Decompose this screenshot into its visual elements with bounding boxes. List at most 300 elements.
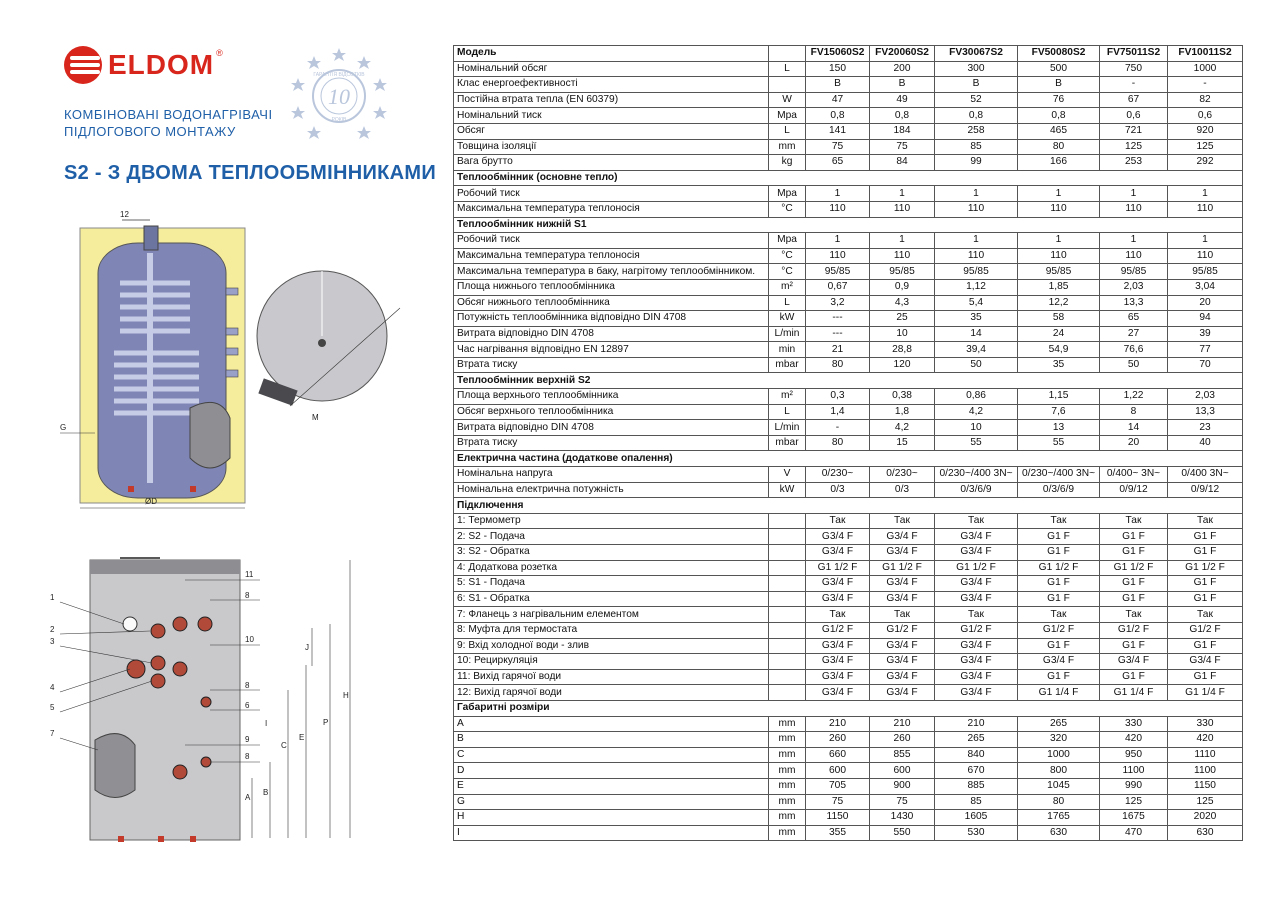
label-p: P [323,718,329,727]
row-value: G1 F [1168,591,1243,607]
row-value: 95/85 [870,264,935,280]
row-value: G1 F [1100,576,1168,592]
row-value: 35 [935,311,1018,327]
row-value: G3/4 F [935,654,1018,670]
row-value: G1 F [1100,529,1168,545]
subtitle-line-2: ПІДЛОГОВОГО МОНТАЖУ [64,124,236,139]
label-12: 12 [120,210,129,219]
row-value: 1,12 [935,279,1018,295]
row-value: 1 [1168,233,1243,249]
row-unit: °C [769,201,806,217]
table-row [454,607,1243,623]
row-value: 0/400 3N~ [1168,467,1243,483]
row-value: 75 [806,139,870,155]
row-value: 95/85 [1168,264,1243,280]
row-value: G1 1/2 F [870,560,935,576]
section-title: Підключення [454,498,1243,514]
row-value: 1430 [870,810,935,826]
row-unit [769,560,806,576]
row-value: 84 [870,155,935,171]
row-label: Клас енергоефективності [454,77,769,93]
row-label: A [454,716,769,732]
row-value: G1 F [1018,638,1100,654]
table-row [454,778,1243,794]
row-unit: mm [769,794,806,810]
row-value: G1/2 F [1168,622,1243,638]
row-value: 292 [1168,155,1243,171]
row-value: 420 [1168,732,1243,748]
row-value: G1 1/2 F [806,560,870,576]
row-value: 660 [806,747,870,763]
label-8b: 8 [245,681,250,690]
row-value: G1/2 F [1018,622,1100,638]
seal-text-top: ГАРАНТІЯ ВІДСОТКІВ [313,72,365,78]
row-value: 0/3 [806,482,870,498]
label-3: 3 [50,637,55,646]
row-unit [769,576,806,592]
spec-table [453,45,1243,841]
row-value: G1 1/2 F [935,560,1018,576]
row-label: Номінальний обсяг [454,61,769,77]
header-model: FV50080S2 [1018,46,1100,62]
row-value: 110 [935,201,1018,217]
row-value: 77 [1168,342,1243,358]
table-row [454,435,1243,451]
table-header-row [454,46,1243,62]
row-label: Максимальна температура теплоносія [454,201,769,217]
table-row [454,763,1243,779]
row-value: 67 [1100,92,1168,108]
row-value: 1 [1100,186,1168,202]
row-value: 110 [1100,201,1168,217]
label-b: B [263,788,269,797]
row-value: 0,3 [806,389,870,405]
row-unit [769,529,806,545]
table-row [454,591,1243,607]
row-label: Товщина ізоляції [454,139,769,155]
row-value: Так [1168,513,1243,529]
row-value: 3,04 [1168,279,1243,295]
row-label: Витрата відповідно DIN 4708 [454,326,769,342]
row-value: 500 [1018,61,1100,77]
row-value: 0,8 [1018,108,1100,124]
row-value: 75 [806,794,870,810]
row-label: Робочий тиск [454,186,769,202]
row-unit: mm [769,716,806,732]
row-value: 65 [806,155,870,171]
row-value: 330 [1100,716,1168,732]
row-value: 705 [806,778,870,794]
table-row [454,825,1243,841]
table-row [454,420,1243,436]
header-unit [769,46,806,62]
row-unit: mm [769,778,806,794]
label-8a: 8 [245,591,250,600]
row-value: 1 [1100,233,1168,249]
row-value: --- [806,326,870,342]
row-value: 75 [870,139,935,155]
row-value: Так [1018,513,1100,529]
row-value: 0,6 [1100,108,1168,124]
label-e: E [299,733,305,742]
row-value: 750 [1100,61,1168,77]
row-value: 54,9 [1018,342,1100,358]
row-value: G3/4 F [935,545,1018,561]
row-value: 550 [870,825,935,841]
row-value: 23 [1168,420,1243,436]
row-unit [769,669,806,685]
section-header-row [454,498,1243,514]
row-value: G3/4 F [806,591,870,607]
row-unit: L [769,295,806,311]
product-subtitle [64,106,273,140]
row-value: G1 1/2 F [1018,560,1100,576]
section-title: Теплообмінник верхній S2 [454,373,1243,389]
row-unit [769,513,806,529]
label-10: 10 [245,635,254,644]
row-label: Витрата відповідно DIN 4708 [454,420,769,436]
label-d: ØD [145,497,157,506]
row-value: 721 [1100,123,1168,139]
row-value: 265 [935,732,1018,748]
row-value: 10 [870,326,935,342]
row-unit: Mpa [769,108,806,124]
row-label: Втрата тиску [454,357,769,373]
row-value: 260 [870,732,935,748]
row-label: 6: S1 - Обратка [454,591,769,607]
row-value: 110 [870,201,935,217]
row-value: 125 [1100,139,1168,155]
row-value: G1 F [1018,669,1100,685]
row-value: 80 [806,357,870,373]
row-unit: mm [769,763,806,779]
row-unit: Mpa [769,186,806,202]
row-label: Вага брутто [454,155,769,171]
row-unit [769,622,806,638]
row-label: Постійна втрата тепла (EN 60379) [454,92,769,108]
row-value: 0/230~ [870,467,935,483]
row-value: 800 [1018,763,1100,779]
row-value: 39,4 [935,342,1018,358]
row-value: 8 [1100,404,1168,420]
row-value: - [1168,77,1243,93]
table-row [454,560,1243,576]
row-value: G3/4 F [870,685,935,701]
section-header-row [454,170,1243,186]
table-row [454,248,1243,264]
row-value: 80 [1018,139,1100,155]
row-value: 76 [1018,92,1100,108]
row-label: 11: Вихід гарячої води [454,669,769,685]
row-value: 75 [870,794,935,810]
row-value: 920 [1168,123,1243,139]
row-value: G3/4 F [870,638,935,654]
row-unit: m² [769,389,806,405]
brand-name: ELDOM [108,49,215,80]
row-unit: °C [769,248,806,264]
seal-number: 10 [328,84,350,109]
label-c: C [281,741,287,750]
label-2: 2 [50,625,55,634]
row-value: G1 1/4 F [1100,685,1168,701]
row-value: 265 [1018,716,1100,732]
row-label: G [454,794,769,810]
row-value: 950 [1100,747,1168,763]
row-value: 7,6 [1018,404,1100,420]
subtitle-line-1: КОМБІНОВАНІ ВОДОНАГРІВАЧІ [64,107,273,122]
left-panel [0,0,450,905]
row-unit: Mpa [769,233,806,249]
table-row [454,139,1243,155]
row-value: G1/2 F [1100,622,1168,638]
row-value: 1,8 [870,404,935,420]
table-row [454,545,1243,561]
label-j: J [305,643,309,652]
label-a: A [245,793,251,802]
row-value: 210 [870,716,935,732]
row-value: G1 F [1018,576,1100,592]
row-value: 110 [806,248,870,264]
row-value: 1 [935,233,1018,249]
row-value: 0/9/12 [1168,482,1243,498]
row-value: G1 F [1100,669,1168,685]
cutaway-drawing [50,208,430,523]
row-value: G3/4 F [935,576,1018,592]
row-value: Так [1168,607,1243,623]
row-value: B [935,77,1018,93]
row-value: 25 [870,311,935,327]
row-value: 50 [1100,357,1168,373]
row-value: 1110 [1168,747,1243,763]
section-header-row [454,700,1243,716]
table-row [454,201,1243,217]
row-value: 95/85 [935,264,1018,280]
row-value: 20 [1100,435,1168,451]
row-value: 0/3/6/9 [935,482,1018,498]
row-value: 0,86 [935,389,1018,405]
row-value: 630 [1018,825,1100,841]
row-value: Так [806,607,870,623]
header-model: FV30067S2 [935,46,1018,62]
row-value: G1 1/4 F [1168,685,1243,701]
row-label: Потужність теплообмінника відповідно DIN 4708 [454,311,769,327]
row-value: 300 [935,61,1018,77]
table-row [454,233,1243,249]
row-label: Обсяг нижнього теплообмінника [454,295,769,311]
row-value: G1 F [1018,591,1100,607]
row-value: Так [935,513,1018,529]
row-value: 0/230~/400 3N~ [1018,467,1100,483]
row-value: G3/4 F [935,591,1018,607]
label-1: 1 [50,593,55,602]
row-value: Так [1100,607,1168,623]
table-row [454,77,1243,93]
row-value: 1 [806,186,870,202]
logo-emblem-icon [64,46,102,84]
row-value: 14 [935,326,1018,342]
row-value: 39 [1168,326,1243,342]
row-value: Так [1018,607,1100,623]
row-value: - [1100,77,1168,93]
section-header-row [454,451,1243,467]
row-value: 95/85 [1100,264,1168,280]
row-label: Максимальна температура теплоносія [454,248,769,264]
row-value: G3/4 F [935,529,1018,545]
row-value: 1 [935,186,1018,202]
row-value: 0/400~ 3N~ [1100,467,1168,483]
label-g: G [60,423,67,432]
warranty-seal [284,44,394,149]
table-row [454,622,1243,638]
row-label: Площа верхнього теплообмінника [454,389,769,405]
row-value: 3,2 [806,295,870,311]
row-value: 200 [870,61,935,77]
row-value: 110 [1168,248,1243,264]
row-value: 110 [1018,201,1100,217]
row-value: 0,8 [806,108,870,124]
row-value: 2020 [1168,810,1243,826]
label-8c: 8 [245,752,250,761]
row-value: 82 [1168,92,1243,108]
row-value: 320 [1018,732,1100,748]
row-value: 95/85 [806,264,870,280]
row-unit [769,638,806,654]
row-value: 210 [935,716,1018,732]
row-unit [769,545,806,561]
row-value: G1 F [1100,545,1168,561]
row-value: 55 [1018,435,1100,451]
row-value: G3/4 F [870,529,935,545]
row-unit: L/min [769,420,806,436]
row-value: G3/4 F [870,591,935,607]
label-h: H [343,691,349,700]
row-unit: mm [769,139,806,155]
row-value: G1 F [1100,638,1168,654]
row-value: 2,03 [1168,389,1243,405]
row-value: 1150 [1168,778,1243,794]
row-value: 855 [870,747,935,763]
row-value: G3/4 F [806,685,870,701]
row-unit [769,654,806,670]
row-label: 3: S2 - Обратка [454,545,769,561]
row-value: 70 [1168,357,1243,373]
row-label: Площа нижнього теплообмінника [454,279,769,295]
row-value: 65 [1100,311,1168,327]
row-value: 470 [1100,825,1168,841]
row-value: 253 [1100,155,1168,171]
row-value: G1 F [1168,669,1243,685]
table-row [454,638,1243,654]
table-row [454,794,1243,810]
row-label: H [454,810,769,826]
row-label: Час нагрівання відповідно EN 12897 [454,342,769,358]
table-row [454,669,1243,685]
row-value: 55 [935,435,1018,451]
row-value: B [1018,77,1100,93]
row-value: 258 [935,123,1018,139]
row-value: 1045 [1018,778,1100,794]
row-value: G1 F [1168,545,1243,561]
row-value: G3/4 F [806,638,870,654]
row-value: B [806,77,870,93]
brand-logo [64,46,223,84]
row-value: 0,67 [806,279,870,295]
seal-text-bottom: РОКІВ [331,117,347,123]
table-row [454,716,1243,732]
row-value: 1675 [1100,810,1168,826]
row-label: 1: Термометр [454,513,769,529]
section-title: Електрична частина (додаткове опалення) [454,451,1243,467]
row-unit [769,607,806,623]
row-unit: V [769,467,806,483]
row-value: 1000 [1168,61,1243,77]
row-unit [769,685,806,701]
table-row [454,123,1243,139]
row-value: 1100 [1168,763,1243,779]
row-value: G3/4 F [870,576,935,592]
table-row [454,529,1243,545]
row-value: 15 [870,435,935,451]
row-value: G1 F [1168,576,1243,592]
row-value: 4,2 [935,404,1018,420]
row-value: 76,6 [1100,342,1168,358]
row-value: 95/85 [1018,264,1100,280]
row-value: 0/230~ [806,467,870,483]
row-unit: kg [769,155,806,171]
row-unit [769,77,806,93]
row-value: 1 [806,233,870,249]
table-row [454,810,1243,826]
row-value: 0,38 [870,389,935,405]
table-row [454,357,1243,373]
row-value: 1100 [1100,763,1168,779]
row-unit: L/min [769,326,806,342]
row-value: 0/9/12 [1100,482,1168,498]
row-value: 80 [1018,794,1100,810]
row-value: 0/3/6/9 [1018,482,1100,498]
row-label: Робочий тиск [454,233,769,249]
row-value: Так [806,513,870,529]
row-value: 1 [1168,186,1243,202]
row-unit: kW [769,482,806,498]
row-value: 0,8 [870,108,935,124]
row-value: 1765 [1018,810,1100,826]
row-label: D [454,763,769,779]
row-value: 110 [870,248,935,264]
row-label: Номінальний тиск [454,108,769,124]
section-title: Габаритні розміри [454,700,1243,716]
row-value: Так [935,607,1018,623]
row-value: 1,4 [806,404,870,420]
row-label: 5: S1 - Подача [454,576,769,592]
row-value: --- [806,311,870,327]
table-row [454,389,1243,405]
row-value: - [806,420,870,436]
row-value: 210 [806,716,870,732]
row-value: 600 [870,763,935,779]
table-row [454,186,1243,202]
row-value: 420 [1100,732,1168,748]
table-row [454,311,1243,327]
table-row [454,654,1243,670]
row-value: 1 [1018,186,1100,202]
section-header-row [454,217,1243,233]
row-value: 13 [1018,420,1100,436]
row-value: 4,2 [870,420,935,436]
row-unit: m² [769,279,806,295]
row-value: 110 [1100,248,1168,264]
row-value: 0/3 [870,482,935,498]
